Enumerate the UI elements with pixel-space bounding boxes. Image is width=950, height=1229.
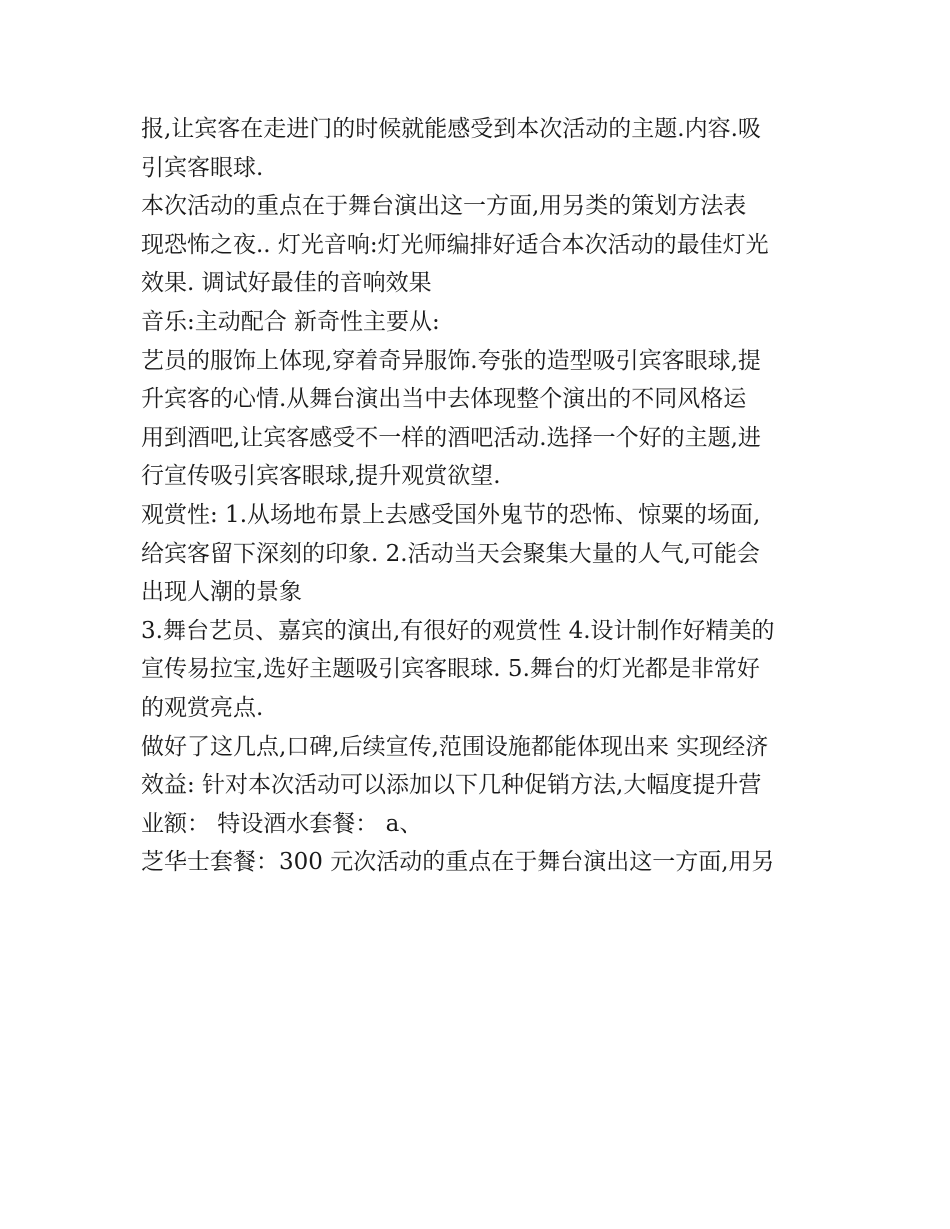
text-line: 引宾客眼球.	[141, 154, 264, 181]
text-line: 本次活动的重点在于舞台演出这一方面,用另类的策划方法表	[141, 193, 747, 220]
text-line: 3.舞台艺员、嘉宾的演出,有很好的观赏性 4.设计制作好精美的	[141, 617, 775, 644]
text-line: 升宾客的心情.从舞台演出当中去体现整个演出的不同风格运	[141, 386, 747, 413]
text-line: 宣传易拉宝,选好主题吸引宾客眼球. 5.舞台的灯光都是非常好	[141, 656, 760, 683]
text-line: 音乐:主动配合 新奇性主要从:	[141, 308, 440, 335]
text-line: 艺员的服饰上体现,穿着奇异服饰.夸张的造型吸引宾客眼球,提	[141, 347, 761, 374]
text-line: 用到酒吧,让宾客感受不一样的酒吧活动.选择一个好的主题,进	[141, 424, 761, 451]
body-text	[141, 110, 821, 882]
text-line: 行宣传吸引宾客眼球,提升观赏欲望.	[141, 463, 501, 490]
text-line: 出现人潮的景象	[141, 579, 302, 606]
text-line: 效益: 针对本次活动可以添加以下几种促销方法,大幅度提升营	[141, 772, 762, 799]
text-line: 报,让宾客在走进门的时候就能感受到本次活动的主题.内容.吸	[141, 116, 761, 142]
text-line: 现恐怖之夜.. 灯光音响:灯光师编排好适合本次活动的最佳灯光	[141, 231, 769, 258]
text-line: 观赏性: 1.从场地布景上去感受国外鬼节的恐怖、惊粟的场面,	[141, 501, 761, 528]
text-line: 的观赏亮点.	[141, 694, 264, 721]
text-line: 给宾客留下深刻的印象. 2.活动当天会聚集大量的人气,可能会	[141, 540, 760, 567]
text-line: 芝华士套餐：300 元次活动的重点在于舞台演出这一方面,用另	[141, 849, 775, 876]
text-line: 效果. 调试好最佳的音响效果	[141, 270, 432, 297]
text-line: 业额： 特设酒水套餐： a、	[141, 810, 423, 837]
text-line: 做好了这几点,口碑,后续宣传,范围设施都能体现出来 实现经济	[141, 733, 769, 760]
